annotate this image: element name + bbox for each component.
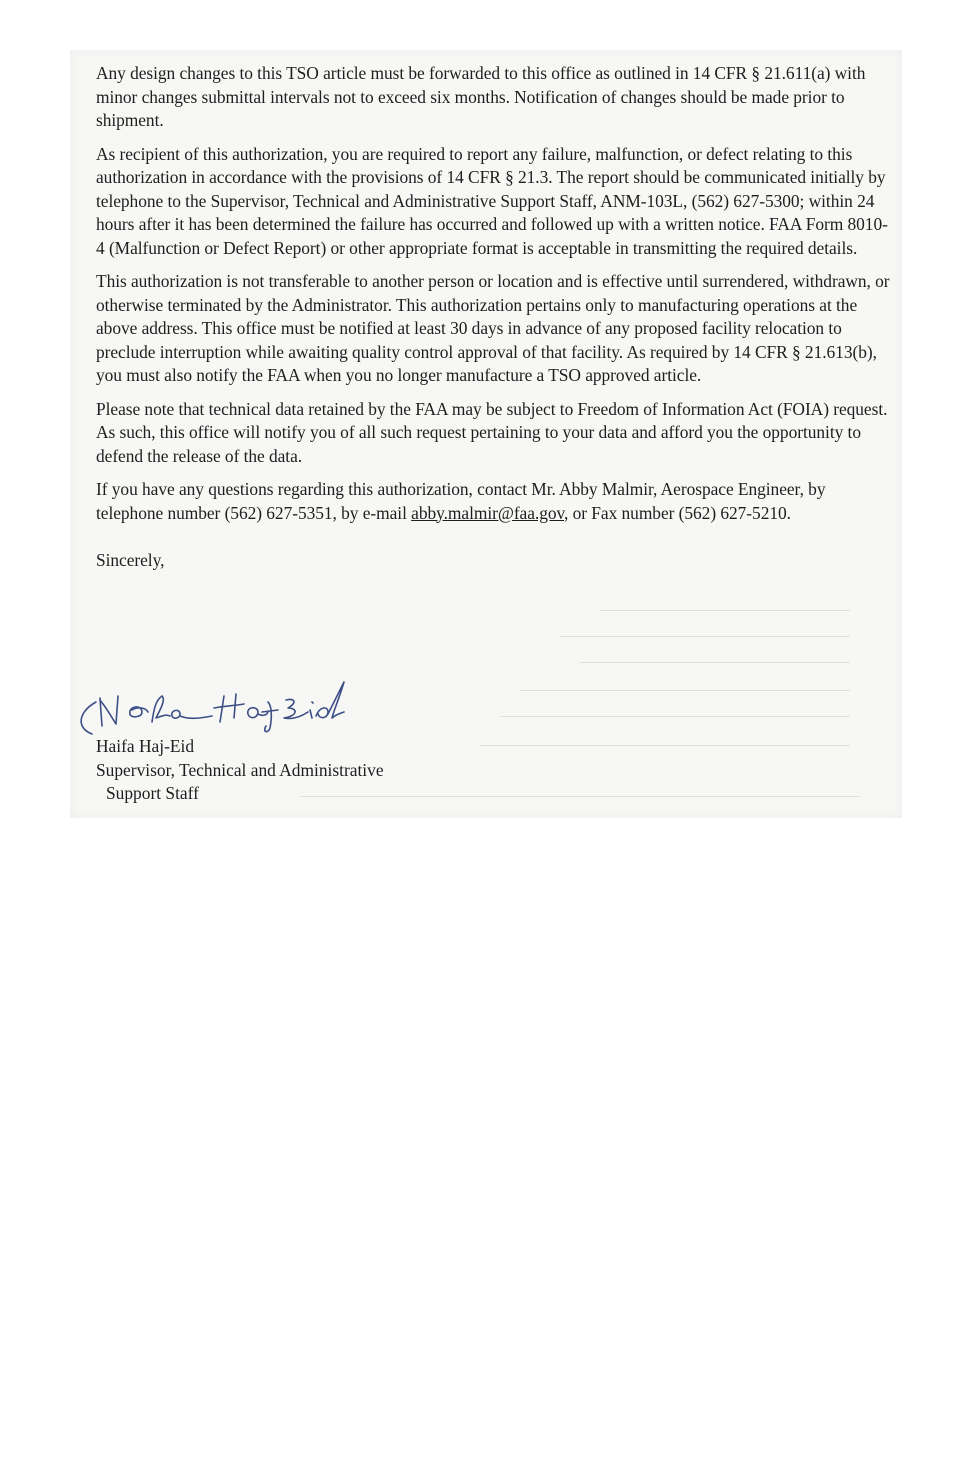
scan-bleed-line (520, 690, 850, 691)
signer-name: Haifa Haj-Eid (96, 736, 195, 756)
letter-body (96, 62, 891, 573)
contact-text-before: If you have any questions regarding this authorization, contact Mr. Abby Malmir, Aerospace Engineer, by telephone number (562) 627-5351, by e-mail (96, 479, 826, 523)
signature-block (96, 735, 384, 806)
closing-salutation: Sincerely, (96, 550, 165, 570)
paragraph-design-changes: Any design changes to this TSO article must be forwarded to this office as outlined in 14 CFR § 21.611(a) with minor changes submittal intervals not to exceed six months. Notification of changes should be made prior to shipment. (96, 63, 866, 130)
signer-title-line-1: Supervisor, Technical and Administrative (96, 759, 384, 780)
scan-bleed-line (500, 716, 850, 717)
scan-bleed-line (580, 662, 850, 663)
scan-bleed-line (600, 610, 850, 611)
signer-title-line-2: Support Staff (106, 783, 199, 803)
paragraph-failure-reporting: As recipient of this authorization, you are required to report any failure, malfunction, or defect relating to this authorization in accordance with the provisions of 14 CFR § 21.3. The report should be communicated initially by telephone to the Supervisor, Technical and Administrative Support Staff, ANM-103L, (562) 627-5300; within 24 hours after it has been determined the failure has occurred and followed up with a written notice. FAA Form 8010-4 (Malfunction or Defect Report) or other appropriate format is acceptable in transmitting the required details. (96, 143, 888, 258)
scan-bleed-line (300, 796, 860, 797)
paragraph-contact (96, 478, 891, 525)
paragraph-foia: Please note that technical data retained by the FAA may be subject to Freedom of Information Act (FOIA) request. As such, this office will notify you of all such request pertaining to your data and afford you the opportunity to defend the release of the data. (96, 398, 888, 466)
paragraph-transferability: This authorization is not transferable to another person or location and is effective until surrendered, withdrawn, or otherwise terminated by the Administrator. This authorization pertains only to manufacturing operations at the above address. This office must be notified at least 30 days in advance of any proposed facility relocation to preclude interruption while awaiting quality control approval of that facility. As required by 14 CFR § 21.613(b), you must also notify the FAA when you no longer manufacture a TSO approved article. (96, 271, 890, 385)
scan-bleed-line (480, 745, 850, 746)
contact-email-link[interactable]: abby.malmir@faa.gov (411, 502, 565, 523)
contact-text-after: , or Fax number (562) 627-5210. (564, 502, 791, 523)
scan-bleed-line (560, 636, 850, 637)
